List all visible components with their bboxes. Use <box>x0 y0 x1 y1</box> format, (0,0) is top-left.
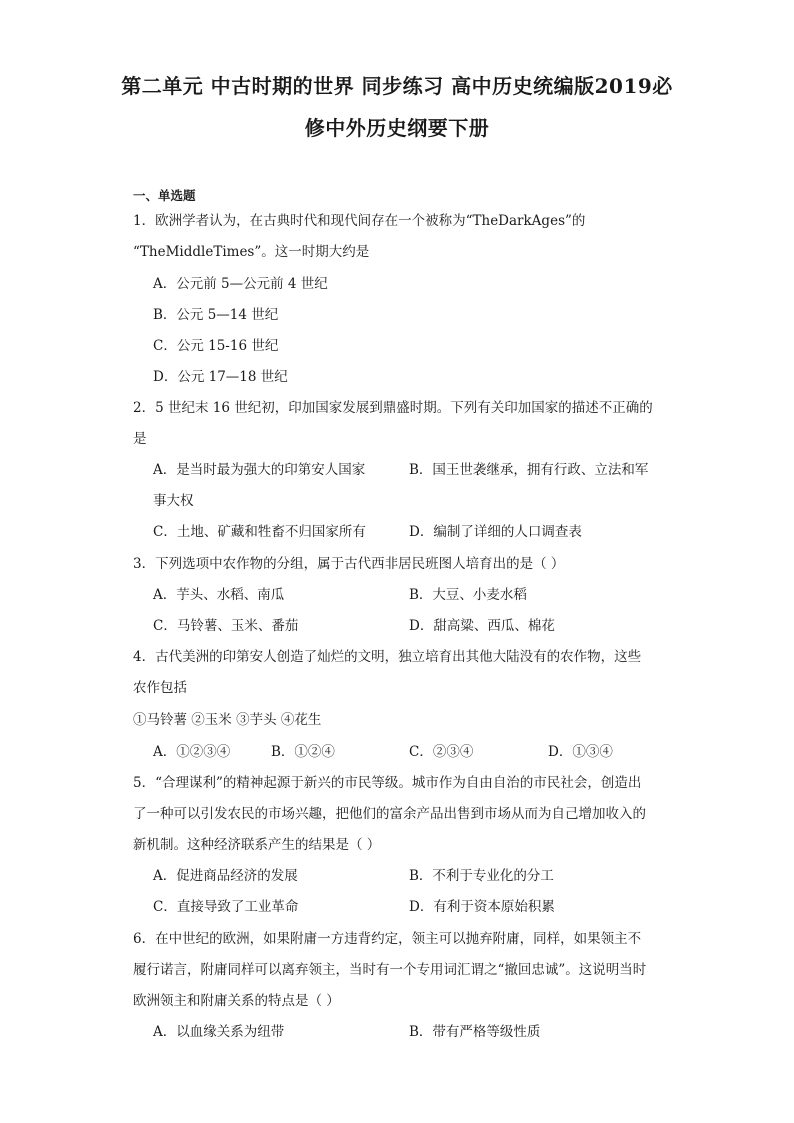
q5-option-d: D．有利于资本原始积累 <box>409 899 555 915</box>
q3-option-a: A．芋头、水稻、南瓜 <box>153 587 285 603</box>
q1-option-a: A．公元前 5—公元前 4 世纪 <box>153 276 328 292</box>
q2-option-a: A．是当时最为强大的印第安人国家 <box>153 462 366 478</box>
q6-stem-line-1: 6．在中世纪的欧洲，如果附庸一方违背约定，领主可以抛弃附庸，同样，如果领主不 <box>133 931 642 947</box>
q1-option-d: D．公元 17—18 世纪 <box>153 369 288 385</box>
section-heading: 一、单选题 <box>133 188 196 203</box>
q4-stem-line-2: 农作包括 <box>133 680 187 696</box>
q1-stem-line-2: “TheMiddleTimes”。这一时期大约是 <box>133 244 370 260</box>
q2-stem-line-2: 是 <box>133 431 147 447</box>
q6-option-b: B．带有严格等级性质 <box>409 1024 541 1040</box>
q3-option-d: D．甜高粱、西瓜、棉花 <box>409 618 555 634</box>
q2-option-c: C．土地、矿藏和牲畜不归国家所有 <box>153 524 366 540</box>
q2-option-d: D．编制了详细的人口调查表 <box>409 524 582 540</box>
q2-stem-line-1: 2．5 世纪末 16 世纪初，印加国家发展到鼎盛时期。下列有关印加国家的描述不正确的 <box>133 400 653 416</box>
q3-option-b: B．大豆、小麦水稻 <box>409 587 527 603</box>
q1-stem-line-1: 1．欧洲学者认为，在古典时代和现代间存在一个被称为“TheDarkAges”的 <box>133 213 586 229</box>
q4-option-d: D．①③④ <box>548 744 613 760</box>
q3-option-c: C．马铃薯、玉米、番茄 <box>153 618 299 634</box>
q1-option-c: C．公元 15-16 世纪 <box>153 338 279 354</box>
document-title-line-2: 修中外历史纲要下册 <box>304 116 490 140</box>
q5-stem-line-2: 了一种可以引发农民的市场兴趣，把他们的富余产品出售到市场从而为自己增加收入的 <box>133 806 646 822</box>
q5-option-b: B．不利于专业化的分工 <box>409 868 554 884</box>
q4-stem-line-1: 4．古代美洲的印第安人创造了灿烂的文明，独立培育出其他大陆没有的农作物，这些 <box>133 649 642 665</box>
q4-option-c: C．②③④ <box>409 744 474 760</box>
q5-option-a: A．促进商品经济的发展 <box>153 868 298 884</box>
q2-option-b-line-1: B．国王世袭继承，拥有行政、立法和军 <box>409 462 649 478</box>
q4-items: ①马铃薯 ②玉米 ③芋头 ④花生 <box>133 712 322 728</box>
q6-stem-line-2: 履行诺言，附庸同样可以离弃领主，当时有一个专用词汇谓之“撤回忠诚”。这说明当时 <box>133 962 647 978</box>
q4-option-b: B．①②④ <box>271 744 335 760</box>
q5-stem-line-3: 新机制。这种经济联系产生的结果是（ ） <box>133 837 381 853</box>
q1-option-b: B．公元 5—14 世纪 <box>153 307 279 323</box>
q2-option-b-line-2: 事大权 <box>153 493 194 509</box>
q6-option-a: A．以血缘关系为纽带 <box>153 1024 285 1040</box>
q6-stem-line-3: 欧洲领主和附庸关系的特点是（ ） <box>133 993 340 1009</box>
q5-option-c: C．直接导致了工业革命 <box>153 899 299 915</box>
q4-option-a: A．①②③④ <box>153 744 231 760</box>
q3-stem: 3．下列选项中农作物的分组，属于古代西非居民班图人培育出的是（ ） <box>133 556 565 572</box>
q5-stem-line-1: 5．“合理谋利”的精神起源于新兴的市民等级。城市作为自由自治的市民社会，创造出 <box>133 775 642 791</box>
document-title-line-1: 第二单元 中古时期的世界 同步练习 高中历史统编版2019必 <box>121 74 673 98</box>
